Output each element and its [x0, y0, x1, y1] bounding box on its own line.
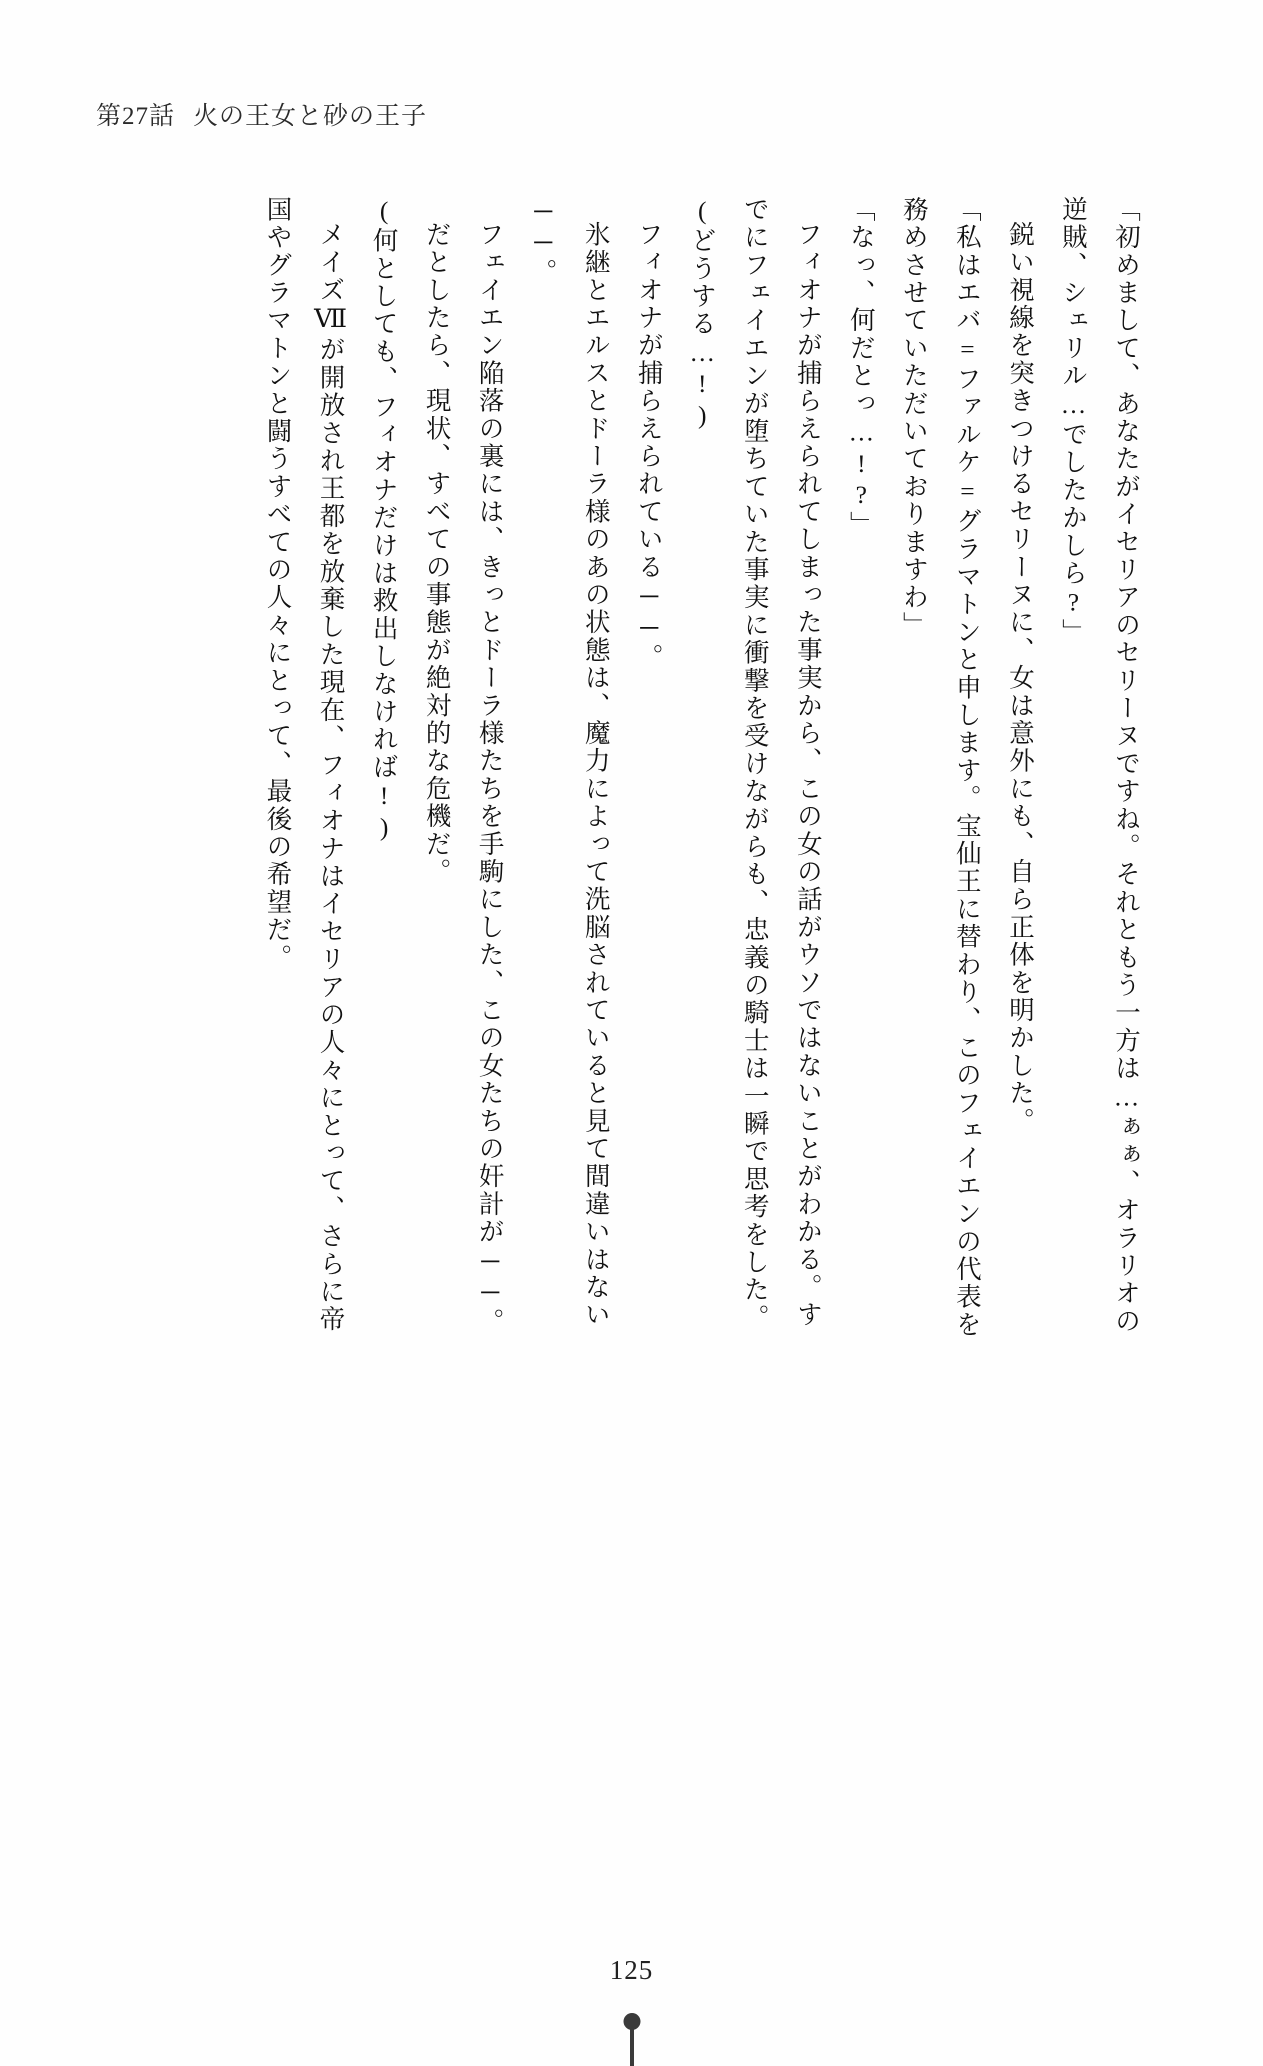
page-number: 125 [609, 1955, 654, 1985]
paragraph: だとしたら、現状、すべての事態が絶対的な危機だ。 [422, 221, 452, 886]
paragraph: メイズⅦが開放され王都を放棄した現在、フィオナはイセリアの人々にとって、さらに帝国やグラマトンと闘うすべての人々にとって、最後の希望だ。 [263, 196, 346, 1334]
chapter-header [96, 96, 427, 132]
paragraph: 「初めまして、あなたがイセリアのセリーヌですね。それともう一方は…ぁぁ、オラリオの逆賊、シェリル…でしたかしら?」 [1058, 196, 1141, 1336]
paragraph: フィオナが捕らえられている──。 [634, 221, 664, 672]
paragraph: フィオナが捕らえられてしまった事実から、この女の話がウソではないことがわかる。すでにフェイエンが堕ちていた事実に衝撃を受けながらも、忠義の騎士は一瞬で思考をした。 [740, 196, 823, 1332]
chapter-title: 火の王女と砂の王子 [193, 103, 428, 130]
body-text [153, 196, 1153, 1356]
paragraph: (何としても、フィオナだけは救出しなければ!) [369, 196, 399, 844]
paragraph: (どうする…!) [687, 196, 717, 432]
spine-line-mark [630, 2022, 634, 2066]
paragraph: 氷継とエルスとドーラ様のあの状態は、魔力によって洗脳されていると見て間違いはない──。 [528, 196, 611, 1329]
paragraph: フェイエン陥落の裏には、きっとドーラ様たちを手駒にした、この女たちの奸計が──。 [475, 221, 505, 1336]
paragraph: 「なっ、何だとっ…!?」 [846, 196, 876, 539]
paragraph: 「私はエバ=ファルケ=グラマトンと申します。宝仙王に替わり、このフェイエンの代表を務めさせていただいておりますわ」 [899, 196, 982, 1339]
paragraph: 鋭い視線を突きつけるセリーヌに、女は意外にも、自ら正体を明かした。 [1005, 221, 1035, 1136]
chapter-number: 第27話 [96, 103, 176, 130]
